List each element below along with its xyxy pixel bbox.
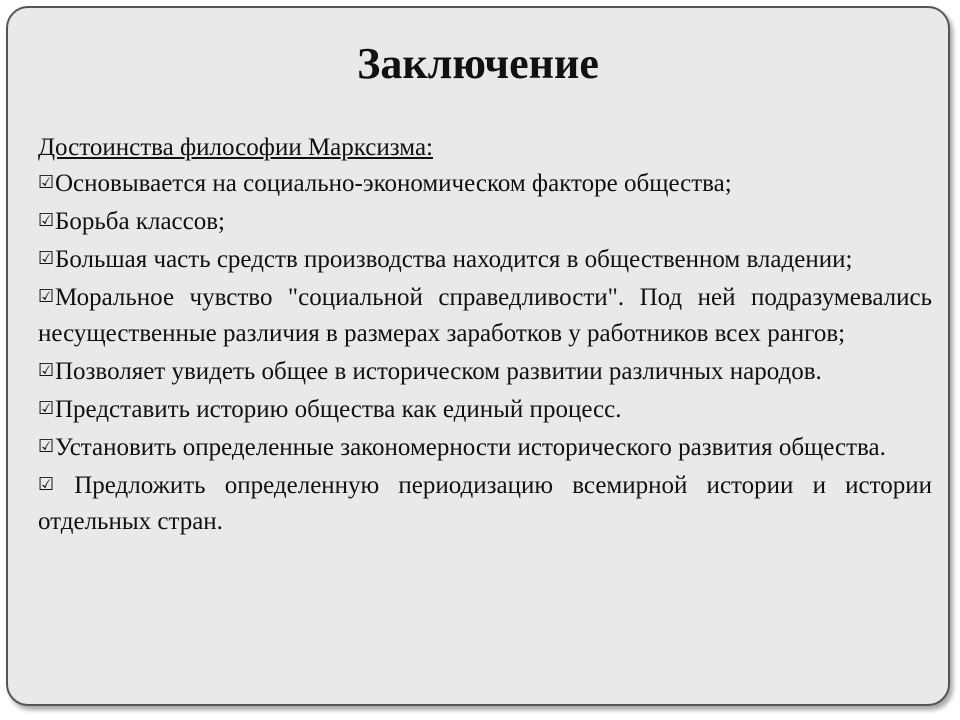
check-box-icon: ☑ [38, 436, 55, 457]
check-box-icon: ☑ [38, 398, 55, 419]
check-box-icon: ☑ [38, 360, 55, 381]
list-item [38, 204, 932, 240]
list-item-text: Позволяет увидеть общее в историческом развитии различных народов. [55, 358, 822, 385]
list-item-text: Моральное чувство "социальной справедливости". Под ней подразумевались несущественные различия в размерах заработков у работников всех рангов; [38, 284, 932, 347]
merits-list [38, 166, 939, 540]
list-item-text: Борьба классов; [55, 208, 225, 235]
check-box-icon: ☑ [38, 248, 55, 269]
section-heading: Достоинства философии Марксизма: [38, 134, 433, 161]
list-item [38, 242, 932, 278]
check-box-icon: ☑ [38, 474, 55, 495]
list-item [38, 468, 939, 540]
list-item-text: Установить определенные закономерности исторического развития общества. [55, 434, 886, 461]
list-item [38, 430, 932, 466]
list-item [38, 166, 932, 202]
slide-frame [6, 6, 950, 706]
list-item-text: Большая часть средств производства находится в общественном владении; [55, 246, 853, 273]
list-item-text: Основывается на социально-экономическом факторе общества; [55, 170, 732, 197]
list-item [38, 354, 932, 390]
check-box-icon: ☑ [38, 210, 55, 231]
list-item [38, 392, 932, 428]
check-box-icon: ☑ [38, 172, 55, 193]
list-item-text: Представить историю общества как единый процесс. [55, 396, 622, 423]
list-item-text: Предложить определенную периодизацию всемирной истории и истории отдельных стран. [38, 472, 939, 535]
list-item [38, 280, 932, 352]
slide-title: Заключение [357, 39, 599, 88]
slide-content [38, 130, 939, 542]
check-box-icon: ☑ [38, 286, 55, 307]
